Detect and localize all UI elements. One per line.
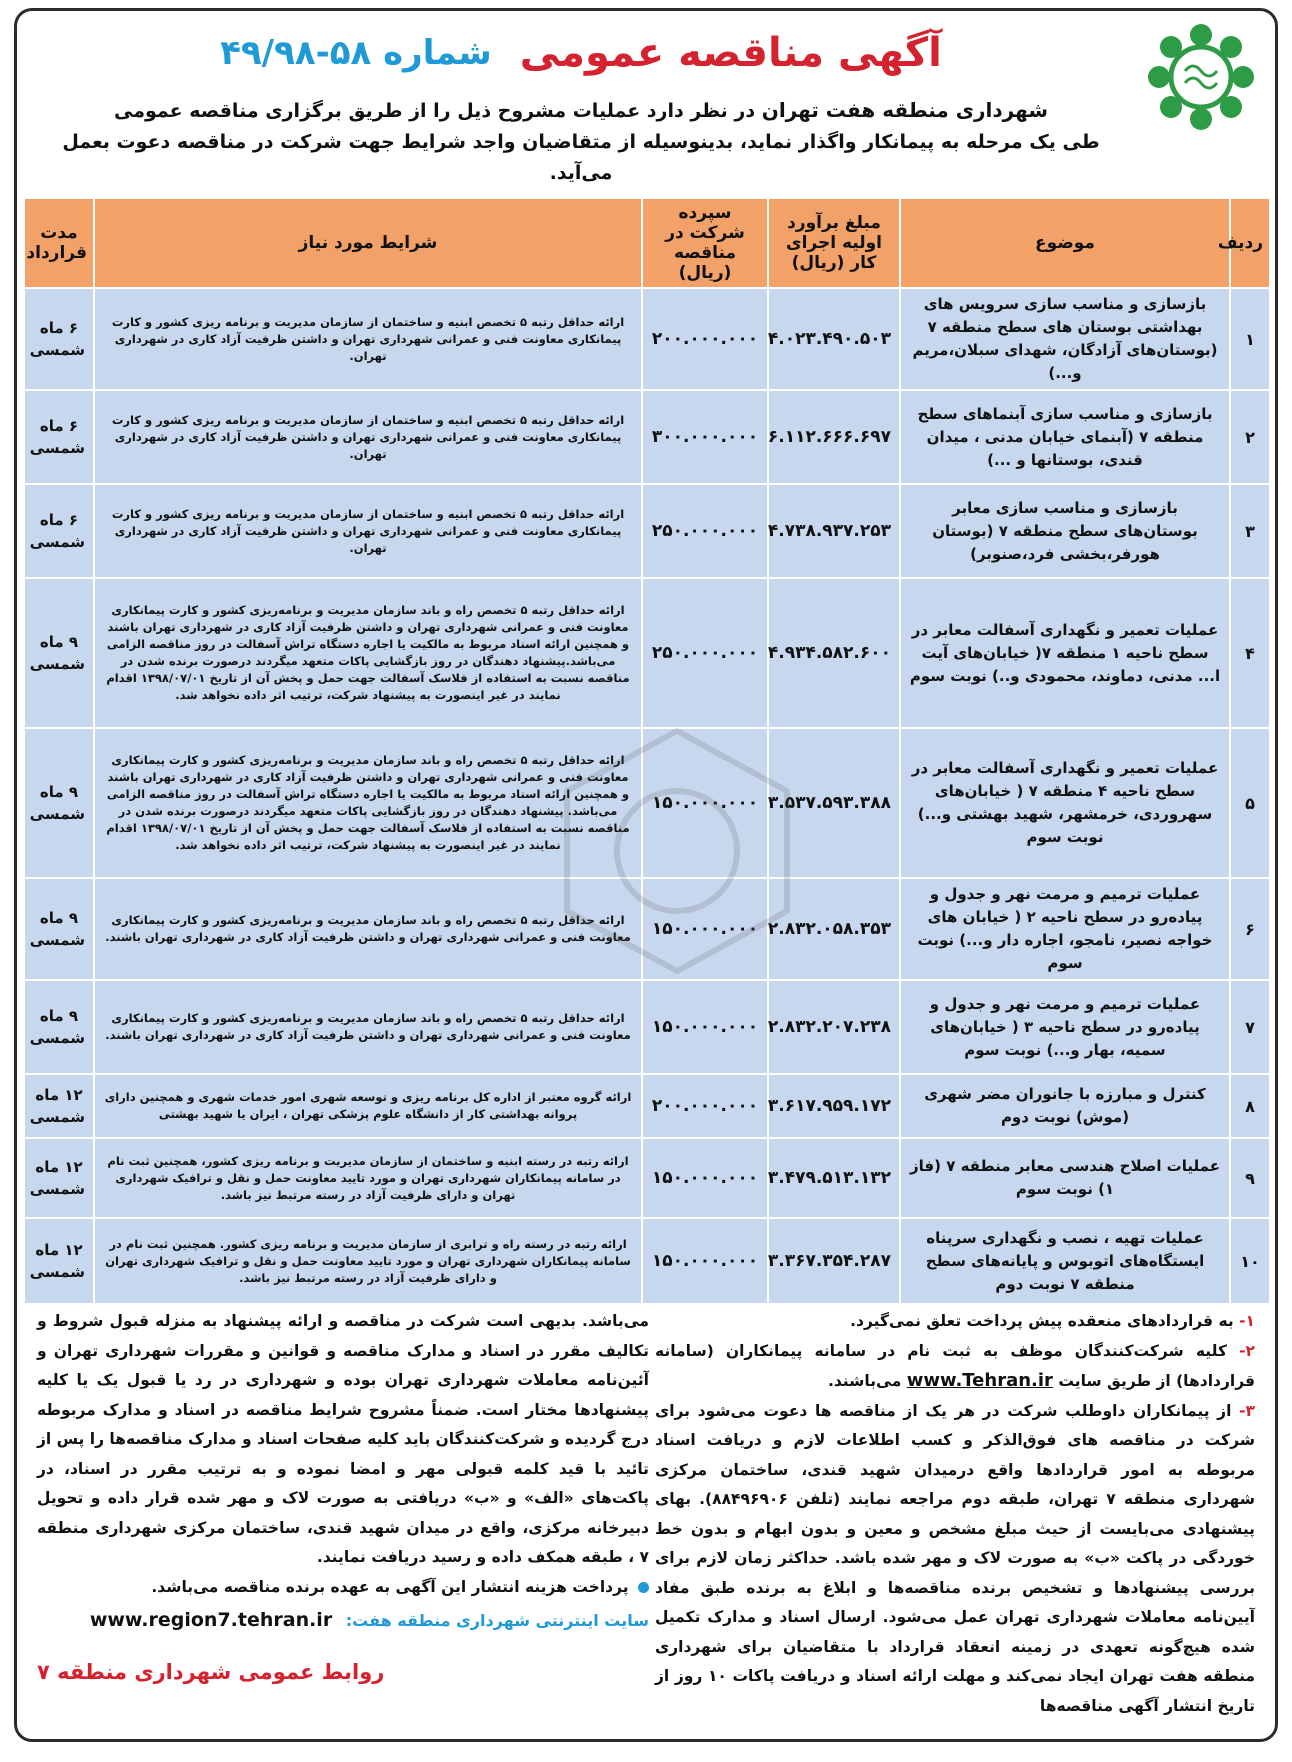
row-duration: ۱۲ ماه شمسی (24, 1074, 94, 1138)
website-row (37, 1606, 649, 1636)
intro-text (37, 95, 1125, 189)
row-number: ۱۰ (1230, 1218, 1270, 1304)
row-number: ۳ (1230, 484, 1270, 578)
ad-number: شماره ۵۸-۴۹/۹۸ (220, 33, 492, 73)
row-deposit: ۳۰۰.۰۰۰.۰۰۰ (642, 390, 768, 484)
intro-line2: طی یک مرحله به پیمانکار واگذار نماید، بدینوسیله از متقاضیان واجد شرایط جهت شرکت در مناقصه دعوت بعمل می‌آید. (62, 131, 1100, 184)
tehran-site-link[interactable]: www.Tehran.ir (906, 1370, 1053, 1391)
row-requirements: ارائه گروه معتبر از اداره کل برنامه ریزی و توسعه شهری امور خدمات شهری و همچنین دارای پروانه بهداشتی کار از دانشگاه علوم پزشکی تهران ، ایران یا شهید بهشتی (94, 1074, 642, 1138)
row-duration: ۱۲ ماه شمسی (24, 1138, 94, 1218)
row-duration: ۶ ماه شمسی (24, 288, 94, 390)
row-deposit: ۲۰۰.۰۰۰.۰۰۰ (642, 288, 768, 390)
tender-table (23, 197, 1271, 1305)
table-row (24, 578, 1270, 728)
bullet-dot-icon (638, 1582, 649, 1593)
region7-site-link[interactable]: www.region7.tehran.ir (89, 1609, 333, 1631)
tender-advertisement (14, 8, 1278, 1742)
row-deposit: ۱۵۰.۰۰۰.۰۰۰ (642, 1138, 768, 1218)
header-estimate: مبلغ برآورد اولیه اجرای کار (ریال) (768, 198, 900, 288)
table-row (24, 1138, 1270, 1218)
row-number: ۲ (1230, 390, 1270, 484)
row-deposit: ۲۵۰.۰۰۰.۰۰۰ (642, 484, 768, 578)
row-deposit: ۱۵۰.۰۰۰.۰۰۰ (642, 728, 768, 878)
row-duration: ۹ ماه شمسی (24, 878, 94, 980)
row-number: ۴ (1230, 578, 1270, 728)
table-row (24, 288, 1270, 390)
ad-title: آگهی مناقصه عمومی (519, 30, 942, 76)
row-duration: ۹ ماه شمسی (24, 728, 94, 878)
notes-section (27, 1307, 1265, 1737)
row-estimate: ۶.۱۱۲.۶۶۶.۶۹۷ (768, 390, 900, 484)
row-subject: عملیات تعمیر و نگهداری آسفالت معابر در سطح ناحیه ۱ منطقه ۷( خیابان‌های آیت ا... مدنی، دماوند، محمودی و..) نوبت سوم (900, 578, 1230, 728)
row-duration: ۶ ماه شمسی (24, 484, 94, 578)
title-line (37, 17, 1125, 89)
table-row (24, 980, 1270, 1074)
row-requirements: ارائه حداقل رتبه ۵ تخصص ابنیه و ساختمان از سازمان مدیریت و برنامه ریزی کشور و کارت پیمانکاری معاونت فنی و عمرانی شهرداری تهران و داشتن ظرفیت آزاد کاری در شهرداری تهران. (94, 288, 642, 390)
row-estimate: ۴.۰۲۳.۴۹۰.۵۰۳ (768, 288, 900, 390)
table-row (24, 484, 1270, 578)
row-requirements: ارائه حداقل رتبه ۵ تخصص راه و باند سازمان مدیریت و برنامه‌ریزی کشور و کارت پیمانکاری معاونت فنی و عمرانی شهرداری تهران و داشتن ظرفیت آزاد کاری در شهرداری تهران باشند و همچنین ارائه اسناد مربوط به مالکیت یا اجاره دستگاه تراش آسفالت در روز مناقصه الزامی می‌باشد. پیشنهاد دهندگان در روز بازگشایی پاکات متعهد میگردند درصورت برنده شدن در مناقصه نسبت به استفاده از فلاسک آسفالت جهت حمل و پخش آن از تاریخ ۱۳۹۸/۰۷/۰۱ اقدام نمایند در غیر اینصورت به پیشنهاد شرکت، ترتیب اثر داده نخواهد شد. (94, 728, 642, 878)
row-estimate: ۴.۷۳۸.۹۳۷.۲۵۳ (768, 484, 900, 578)
note-3-continued: می‌باشد. بدیهی است شرکت در مناقصه و ارائه پیشنهاد به منزله قبول شروط و تکالیف مقرر در اسناد و مدارک مناقصه و قوانین و مقررات شهرداری تهران و آئین‌نامه معاملات شهرداری تهران بوده و شهرداری در رد یا قبول یک یا کلیه پیشنهادها مختار است. ضمناً مشروح شرایط مناقصه در اسناد و مدارک مربوطه درج گردیده و شرکت‌کنندگان باید کلیه صفحات اسناد و مدارک مناقصه‌ها را پس از تائید با قید کلمه قبولی مهر و امضا نموده و به ترتیب مقرر در اسناد، در پاکت‌های «الف» و «ب» دریافتی به صورت لاک و مهر شده قرار داده و تحویل دبیرخانه مرکزی، واقع در میدان شهید قندی، ساختمان مرکزی شهرداری منطقه ۷ ، طبقه همکف داده و رسید دریافت نمایند. (37, 1312, 649, 1566)
row-subject: عملیات ترمیم و مرمت نهر و جدول و پیاده‌رو در سطح ناحیه ۳ ( خیابان‌های سمیه، بهار و...) نوبت سوم (900, 980, 1230, 1074)
row-number: ۹ (1230, 1138, 1270, 1218)
header-deposit: سپرده شرکت در مناقصه (ریال) (642, 198, 768, 288)
intro-organization: شهرداری منطقه هفت تهران (761, 98, 1048, 122)
note-1: ۱- به قراردادهای منعقده پیش پرداخت تعلق نمی‌گیرد. (850, 1312, 1255, 1330)
table-header-row (24, 198, 1270, 288)
table-row (24, 1074, 1270, 1138)
header (17, 11, 1275, 184)
row-estimate: ۲.۸۳۲.۰۵۸.۳۵۳ (768, 878, 900, 980)
row-number: ۷ (1230, 980, 1270, 1074)
row-duration: ۹ ماه شمسی (24, 578, 94, 728)
row-estimate: ۳.۳۶۷.۳۵۴.۲۸۷ (768, 1218, 900, 1304)
row-subject: بازسازی و مناسب سازی معابر بوستان‌های سطح منطقه ۷ (بوستان هورفر،بخشی فرد،صنوبر) (900, 484, 1230, 578)
row-estimate: ۴.۹۳۴.۵۸۲.۶۰۰ (768, 578, 900, 728)
row-deposit: ۲۰۰.۰۰۰.۰۰۰ (642, 1074, 768, 1138)
row-subject: بازسازی و مناسب سازی آبنماهای سطح منطقه ۷ (آبنمای خیابان مدنی ، میدان قندی، بوستانها و ...) (900, 390, 1230, 484)
row-subject: عملیات تهیه ، نصب و نگهداری سرپناه ایستگاه‌های اتوبوس و پایانه‌های سطح منطقه ۷ نوبت دوم (900, 1218, 1230, 1304)
municipality-logo-icon (1145, 21, 1257, 133)
notes-left-column (37, 1307, 649, 1687)
row-subject: عملیات اصلاح هندسی معابر منطقه ۷ (فاز ۱) نوبت سوم (900, 1138, 1230, 1218)
row-requirements: ارائه حداقل رتبه ۵ تخصص ابنیه و ساختمان از سازمان مدیریت و برنامه ریزی کشور و کارت پیمانکاری معاونت فنی و عمرانی شهرداری تهران و داشتن ظرفیت آزاد کاری در شهرداری تهران. (94, 484, 642, 578)
row-number: ۱ (1230, 288, 1270, 390)
public-relations-signature: روابط عمومی شهرداری منطقه ۷ (37, 1659, 385, 1684)
row-subject: بازسازی و مناسب سازی سرویس های بهداشتی بوستان های سطح منطقه ۷ (بوستان‌های آزادگان، شهدای سبلان،مریم و...) (900, 288, 1230, 390)
row-estimate: ۲.۸۳۲.۲۰۷.۲۳۸ (768, 980, 900, 1074)
row-requirements: ارائه حداقل رتبه ۵ تخصص راه و باند سازمان مدیریت و برنامه‌ریزی کشور و کارت پیمانکاری معاونت فنی و عمرانی شهرداری تهران و داشتن ظرفیت آزاد کاری در شهرداری تهران باشند و همچنین ارائه اسناد مربوط به مالکیت یا اجاره دستگاه تراش آسفالت در روز مناقصه الزامی می‌باشد.پیشنهاد دهندگان در روز بازگشایی پاکات متعهد میگردند درصورت برنده شدن در مناقصه نسبت به استفاده از فلاسک آسفالت جهت حمل و پخش آن از تاریخ ۱۳۹۸/۰۷/۰۱ اقدام نمایند در غیر اینصورت به پیشنهاد شرکت، ترتیب اثر داده نخواهد شد. (94, 578, 642, 728)
row-deposit: ۱۵۰.۰۰۰.۰۰۰ (642, 1218, 768, 1304)
row-deposit: ۱۵۰.۰۰۰.۰۰۰ (642, 878, 768, 980)
row-requirements: ارائه رتبه در رسته ابنیه و ساختمان از سازمان مدیریت و برنامه ریزی کشور، همچنین ثبت نام در سامانه پیمانکاران شهرداری تهران و مورد تایید معاونت حمل و نقل و ترافیک شهرداری تهران و دارای ظرفیت آزاد در رسته مرتبط نیز باشد. (94, 1138, 642, 1218)
row-requirements: ارائه حداقل رتبه ۵ تخصص راه و باند سازمان مدیریت و برنامه‌ریزی کشور و کارت پیمانکاری معاونت فنی و عمرانی شهرداری تهران و داشتن ظرفیت آزاد کاری در شهرداری تهران باشند. (94, 878, 642, 980)
table-row (24, 878, 1270, 980)
header-row-number: ردیف (1230, 198, 1270, 288)
note-2: ۲- کلیه شرکت‌کنندگان موظف به ثبت نام در سامانه پیمانکاران (سامانه قراردادها) از طریق سایت www.Tehran.ir می‌باشند. (655, 1341, 1255, 1391)
row-duration: ۹ ماه شمسی (24, 980, 94, 1074)
header-subject: موضوع (900, 198, 1230, 288)
row-estimate: ۳.۶۱۷.۹۵۹.۱۷۲ (768, 1074, 900, 1138)
header-duration: مدت قرارداد (24, 198, 94, 288)
row-requirements: ارائه رتبه در رسته راه و ترابری از سازمان مدیریت و برنامه ریزی کشور. همچنین ثبت نام در سامانه پیمانکاران شهرداری تهران و مورد تایید معاونت حمل و نقل و ترافیک شهرداری تهران و دارای ظرفیت آزاد در رسته مرتبط نیز باشد. (94, 1218, 642, 1304)
row-estimate: ۳.۵۳۷.۵۹۳.۳۸۸ (768, 728, 900, 878)
website-label: سایت اینترنتی شهرداری منطقه هفت: (345, 1611, 649, 1630)
row-subject: عملیات ترمیم و مرمت نهر و جدول و پیاده‌رو در سطح ناحیه ۲ ( خیابان های خواجه نصیر، نامجو، اجاره دار و...) نوبت سوم (900, 878, 1230, 980)
notes-right-column (655, 1307, 1255, 1721)
row-deposit: ۲۵۰.۰۰۰.۰۰۰ (642, 578, 768, 728)
table-row (24, 1218, 1270, 1304)
row-duration: ۱۲ ماه شمسی (24, 1218, 94, 1304)
row-subject: عملیات تعمیر و نگهداری آسفالت معابر در سطح ناحیه ۴ منطقه ۷ ( خیابان‌های سهروردی، خرمشهر، شهید بهشتی و...) نوبت سوم (900, 728, 1230, 878)
table-row (24, 390, 1270, 484)
row-requirements: ارائه حداقل رتبه ۵ تخصص راه و باند سازمان مدیریت و برنامه‌ریزی کشور و کارت پیمانکاری معاونت فنی و عمرانی شهرداری تهران و داشتن ظرفیت آزاد کاری در شهرداری تهران باشند. (94, 980, 642, 1074)
row-requirements: ارائه حداقل رتبه ۵ تخصص ابنیه و ساختمان از سازمان مدیریت و برنامه ریزی کشور و کارت پیمانکاری معاونت فنی و عمرانی شهرداری تهران و داشتن ظرفیت آزاد کاری در شهرداری تهران. (94, 390, 642, 484)
row-number: ۸ (1230, 1074, 1270, 1138)
row-estimate: ۳.۴۷۹.۵۱۳.۱۳۲ (768, 1138, 900, 1218)
table-row (24, 728, 1270, 878)
row-duration: ۶ ماه شمسی (24, 390, 94, 484)
intro-line1: در نظر دارد عملیات مشروح ذیل را از طریق برگزاری مناقصه عمومی (114, 100, 756, 122)
row-subject: کنترل و مبارزه با جانوران مضر شهری (موش) نوبت دوم (900, 1074, 1230, 1138)
row-number: ۵ (1230, 728, 1270, 878)
row-deposit: ۱۵۰.۰۰۰.۰۰۰ (642, 980, 768, 1074)
header-requirements: شرایط مورد نیاز (94, 198, 642, 288)
row-number: ۶ (1230, 878, 1270, 980)
cost-note: پرداخت هزینه انتشار این آگهی به عهده برنده مناقصه می‌باشد. (37, 1573, 649, 1603)
note-3: ۳- از پیمانکاران داوطلب شرکت در هر یک از مناقصه ها دعوت می‌شود برای شرکت در مناقصه های فوق‌الذکر و کسب اطلاعات لازم و دریافت اسناد مربوطه به امور قراردادها واقع درمیدان شهید قندی، ساختمان مرکزی شهرداری منطقه ۷ تهران، طبقه دوم مراجعه نمایند (تلفن ۸۸۴۹۶۹۰۶). بهای پیشنهادی می‌بایست از حیث مبلغ مشخص و معین و بدون ابهام و بدون خط خوردگی در پاکت «ب» به صورت لاک و مهر شده باشد. حداکثر زمان لازم برای بررسی پیشنهادها و تشخیص برنده مناقصه‌ها و ابلاغ به برنده طبق مفاد آیین‌نامه معاملات شهرداری تهران عمل می‌شود. ارسال اسناد و مدارک تکمیل شده هیچ‌گونه تعهدی در زمینه انعقاد قرارداد با متقاضیان برای شهرداری منطقه هفت تهران ایجاد نمی‌کند و مهلت ارائه اسناد و دریافت پاکات ۱۰ روز از تاریخ انتشار آگهی مناقصه‌ها (655, 1401, 1255, 1715)
